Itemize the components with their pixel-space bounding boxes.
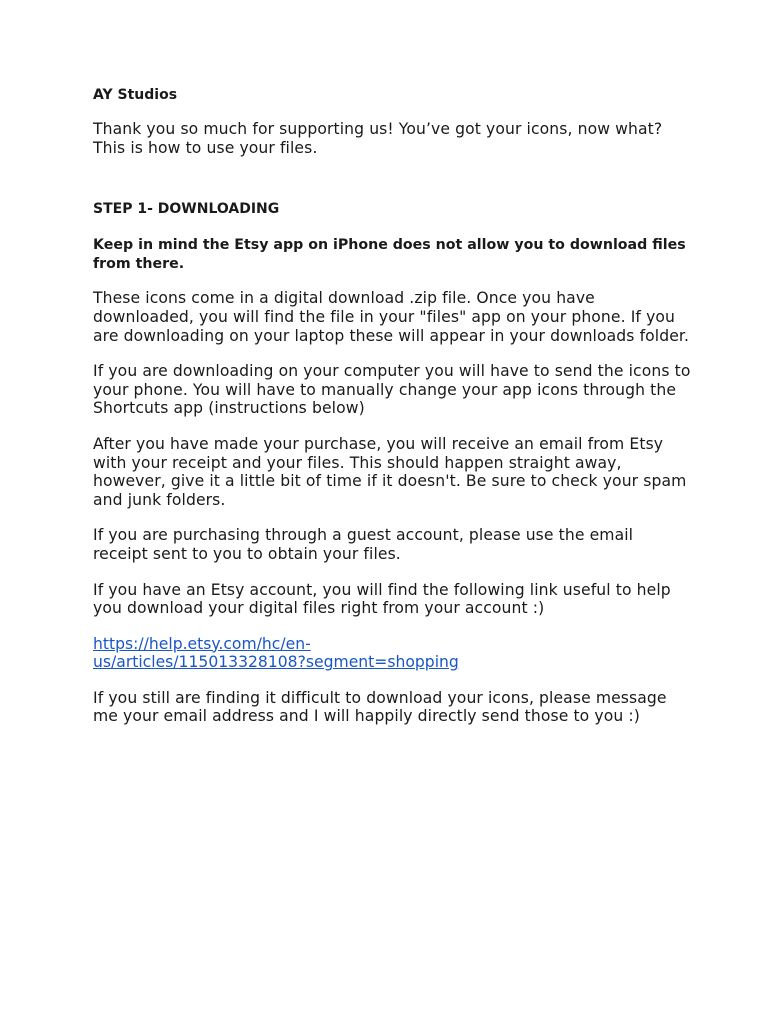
zip-file-paragraph: These icons come in a digital download .zip file. Once you have downloaded, you will find the file in your "files" app on your phone. If you are downloading on your laptop these will appear in your downloads folder. [93, 289, 690, 345]
etsy-account-paragraph: If you have an Etsy account, you will find the following link useful to help you download your digital files right from your account :) [93, 580, 671, 618]
contact-paragraph: If you still are finding it difficult to download your icons, please message me your email address and I will happily directly send those to you :) [93, 688, 667, 726]
etsy-help-link[interactable] [93, 635, 693, 672]
guest-account-paragraph: If you are purchasing through a guest account, please use the email receipt sent to you to obtain your files. [93, 526, 634, 563]
iphone-note: Keep in mind the Etsy app on iPhone does not allow you to download files from there. [93, 237, 686, 272]
etsy-help-link-line1: https://help.etsy.com/hc/en- [93, 634, 311, 653]
step1-heading: STEP 1- DOWNLOADING [93, 201, 280, 218]
document-page [93, 86, 693, 743]
computer-download-paragraph: If you are downloading on your computer you will have to send the icons to your phone. You will have to manually change your app icons through the Shortcuts app (instructions below) [93, 362, 691, 418]
purchase-email-paragraph: After you have made your purchase, you will receive an email from Etsy with your receipt and your files. This should happen straight away, however, give it a little bit of time if it doesn't. Be sure to check your spam and junk folders. [93, 434, 687, 509]
intro-paragraph: Thank you so much for supporting us! You’ve got your icons, now what? This is how to use your files. [93, 120, 663, 157]
brand-title: AY Studios [93, 87, 178, 103]
etsy-help-link-line2: us/articles/115013328108?segment=shopping [93, 653, 459, 672]
